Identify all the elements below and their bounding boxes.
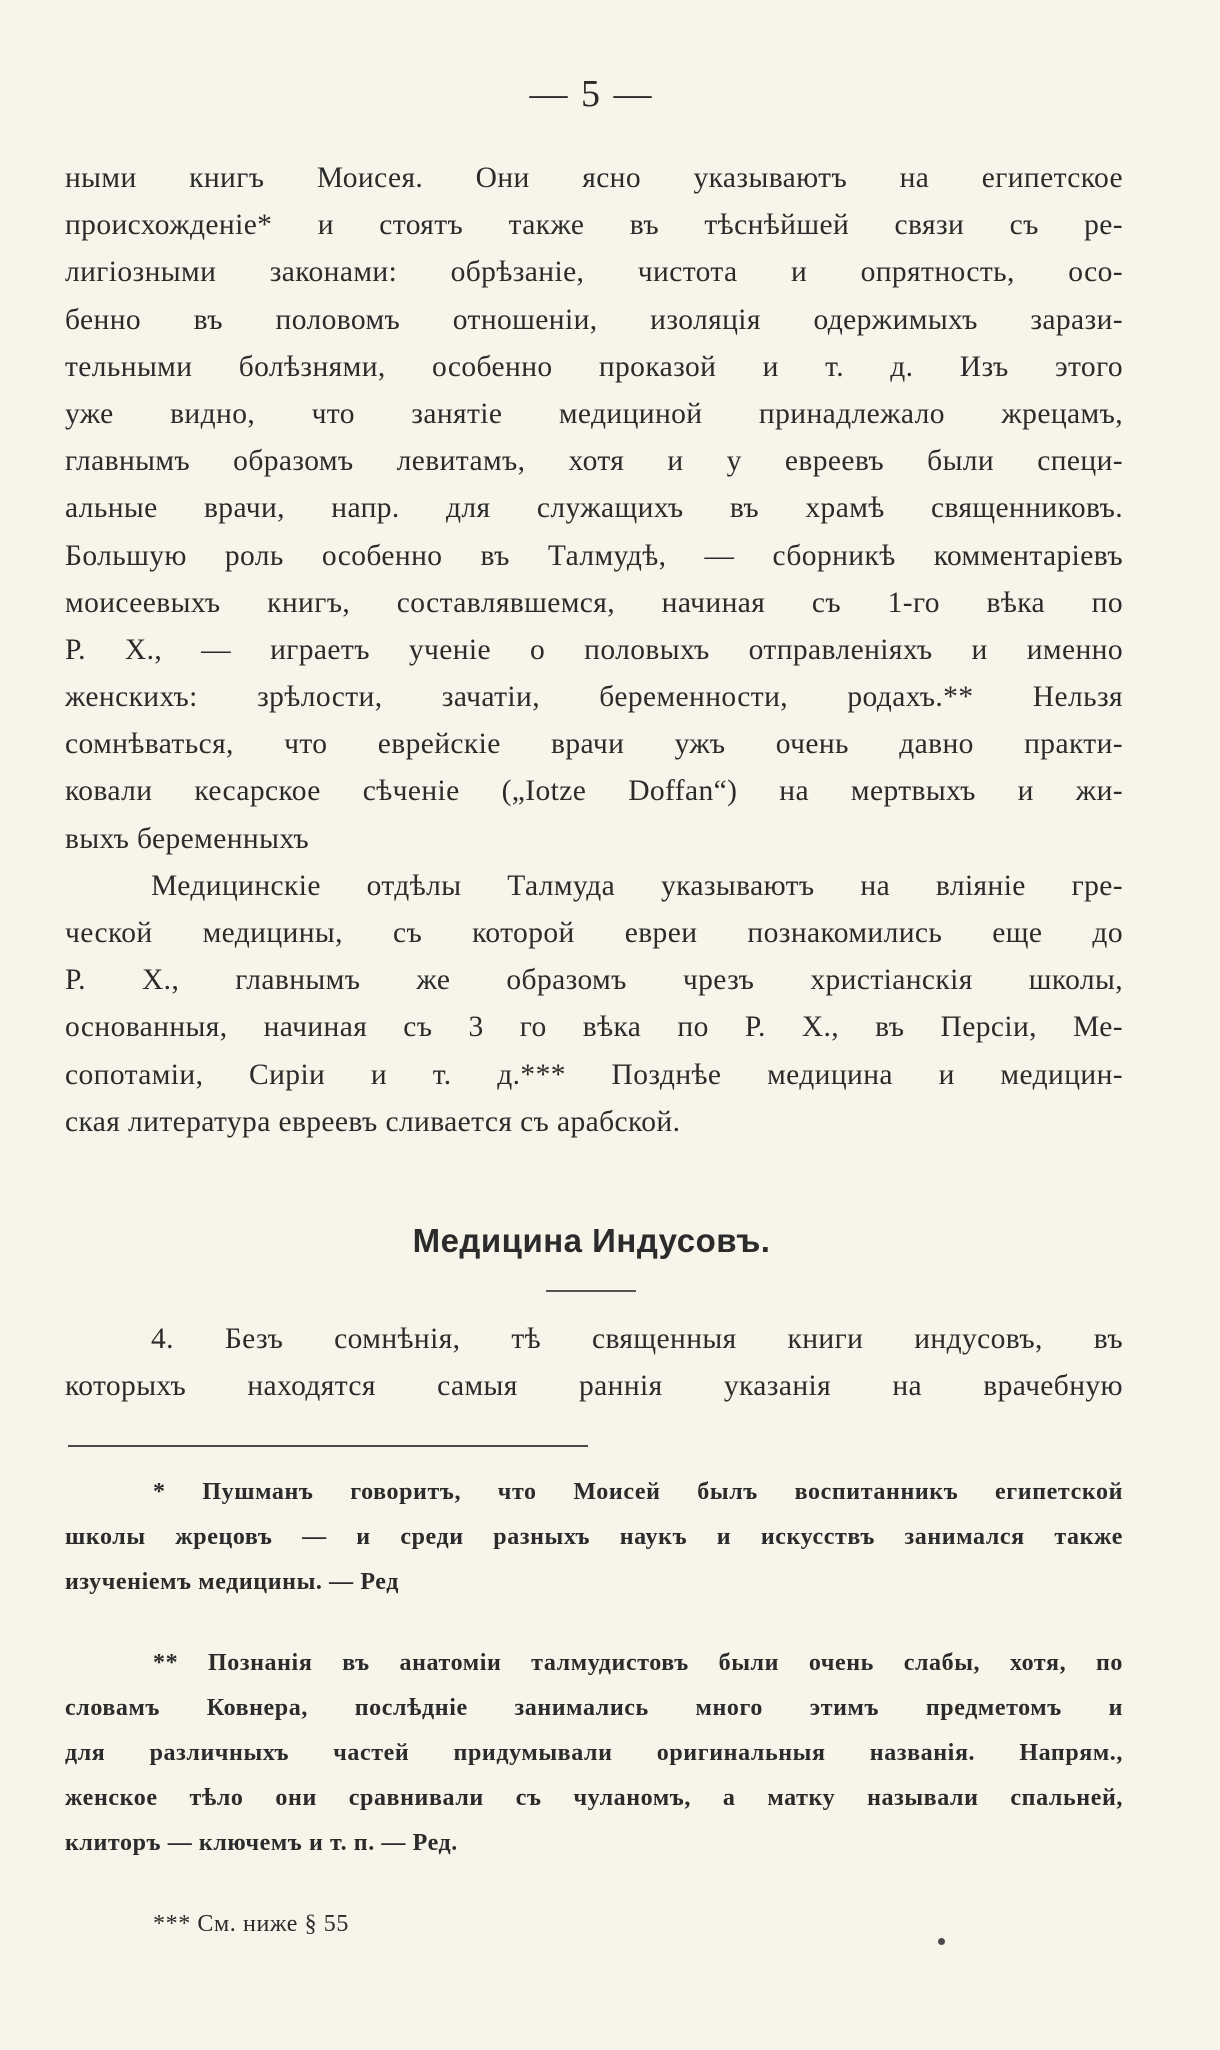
text-line: ческой медицины, съ которой евреи познакомились еще до (65, 917, 1123, 949)
text-line: сопотаміи, Сиріи и т. д.*** Позднѣе медицина и медицин- (65, 1058, 1123, 1091)
text-line: Р. Х., главнымъ же образомъ чрезъ христіанскія школы, (65, 964, 1123, 997)
text-line: бенно въ половомъ отношеніи, изоляція одержимыхъ зарази- (65, 303, 1123, 336)
text-line: сомнѣваться, что еврейскіе врачи ужъ очень давно практи- (65, 728, 1123, 761)
footnote-line: школы жрецовъ — и среди разныхъ наукъ и искусствъ занимался также (65, 1524, 1123, 1550)
heading-divider (546, 1290, 636, 1292)
text-line: лигіозными законами: обрѣзаніе, чистота и опрятность, осо- (65, 256, 1123, 289)
footnote-line: * Пушманъ говоритъ, что Моисей былъ воспитанникъ египетской (153, 1479, 1123, 1505)
section-text (65, 1316, 1123, 1410)
text-line: уже видно, что занятіе медициной принадлежало жрецамъ, (65, 397, 1123, 430)
footnote-line: ** Познанія въ анатоміи талмудистовъ были очень слабы, хотя, по (153, 1650, 1123, 1676)
main-text (65, 155, 1123, 1146)
text-line: ская литература евреевъ сливается съ арабской. (65, 1105, 681, 1138)
footnote-line: словамъ Ковнера, послѣдніе занимались много этимъ предметомъ и (65, 1695, 1123, 1721)
footnote-2 (65, 1641, 1123, 1866)
text-line: женскихъ: зрѣлости, зачатіи, беременности, родахъ.** Нельзя (65, 681, 1123, 714)
text-line: Медицинскіе отдѣлы Талмуда указываютъ на вліяніе гре- (151, 869, 1123, 902)
text-line: Р. Х., — играетъ ученіе о половыхъ отправленіяхъ и именно (65, 633, 1123, 666)
text-line: альные врачи, напр. для служащихъ въ храмѣ священниковъ. (65, 492, 1123, 525)
footnote-divider (68, 1445, 588, 1447)
ink-speck (938, 1938, 945, 1945)
text-line: главнымъ образомъ левитамъ, хотя и у евреевъ были специ- (65, 445, 1123, 478)
text-line: которыхъ находятся самыя раннія указанія на врачебную (65, 1370, 1123, 1403)
text-line: ковали кесарское сѣченіе („Iotze Doffan“) на мертвыхъ и жи- (65, 775, 1123, 808)
footnote-line: женское тѣло они сравнивали съ чуланомъ, а матку называли спальней, (65, 1785, 1123, 1811)
footnote-line: для различныхъ частей придумывали оригинальныя названія. Напрям., (65, 1740, 1123, 1766)
text-line: ными книгъ Моисея. Они ясно указываютъ на египетское (65, 162, 1123, 194)
text-line: основанныя, начиная съ 3 го вѣка по Р. Х., въ Персіи, Ме- (65, 1011, 1123, 1044)
text-line: 4. Безъ сомнѣнія, тѣ священныя книги индусовъ, въ (151, 1323, 1123, 1355)
text-line: происхожденіе* и стоятъ также въ тѣснѣйшей связи съ ре- (65, 209, 1123, 242)
footnote-3 (65, 1902, 1123, 1947)
page-number: — 5 — (529, 73, 654, 115)
footnote-line: клиторъ — ключемъ и т. п. — Ред. (65, 1830, 458, 1856)
section-heading: Медицина Индусовъ. (412, 1222, 771, 1259)
footnote-line: *** См. ниже § 55 (153, 1911, 350, 1937)
footnotes (65, 1470, 1123, 1983)
text-line: тельными болѣзнями, особенно проказой и т. д. Изъ этого (65, 350, 1123, 383)
text-line: моисеевыхъ книгъ, составлявшемся, начиная съ 1-го вѣка по (65, 586, 1123, 619)
text-line: выхъ беременныхъ (65, 822, 309, 855)
text-line: Большую роль особенно въ Талмудѣ, — сборникѣ комментаріевъ (65, 539, 1123, 572)
footnote-line: изученіемъ медицины. — Ред (65, 1569, 399, 1595)
footnote-1 (65, 1470, 1123, 1605)
